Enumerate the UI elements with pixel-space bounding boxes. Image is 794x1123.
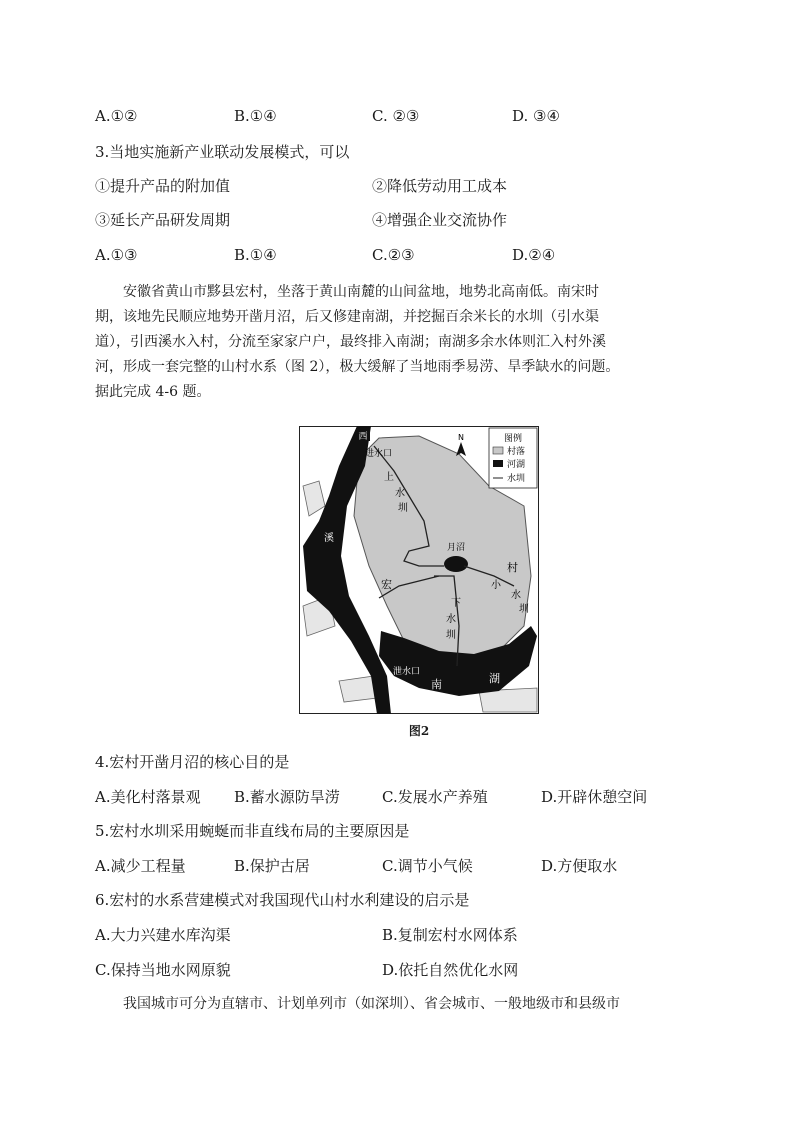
q6-option-c[interactable]: C.保持当地水网原貌 (95, 961, 231, 979)
q4-stem: 4.宏村开凿月沼的核心目的是 (95, 753, 290, 771)
passage-line-4: 河，形成一套完整的山村水系（图 2），极大缓解了当地雨季易涝、旱季缺水的问题。 (95, 359, 620, 375)
q6-option-d[interactable]: D.依托自然优化水网 (382, 961, 519, 979)
q3-option-a[interactable]: A.①③ (95, 246, 138, 264)
village-label-2: 村 (507, 561, 518, 574)
creek-label: 溪 (324, 533, 334, 544)
small-canal-label-2: 水 (511, 590, 521, 601)
q3-item-1: ①提升产品的附加值 (95, 177, 231, 195)
q2-option-c[interactable]: C. ②③ (372, 107, 420, 125)
q6-option-b[interactable]: B.复制宏村水网体系 (382, 926, 518, 944)
village-label-1: 宏 (381, 578, 392, 591)
north-label: N (458, 433, 464, 442)
lower-canal-label-2: 水 (446, 614, 456, 625)
patch (339, 676, 377, 702)
passage-line-5: 据此完成 4-6 题。 (95, 384, 211, 400)
legend-river: 河湖 (507, 460, 526, 470)
lower-canal-label-1: 下 (451, 598, 461, 609)
q4-option-a[interactable]: A.美化村落景观 (95, 788, 201, 806)
small-canal-label-3: 圳 (519, 604, 529, 615)
q4-option-b[interactable]: B.蓄水源防旱涝 (234, 788, 340, 806)
passage (95, 280, 705, 405)
legend-canal: 水圳 (507, 474, 526, 484)
passage-line-2: 期，该地先民顺应地势开凿月沼，后又修建南湖，并挖掘百余米长的水圳（引水渠 (95, 309, 599, 325)
next-passage: 我国城市可分为直辖市、计划单列市（如深圳）、省会城市、一般地级市和县级市 (123, 996, 620, 1012)
figure-caption: 图2 (408, 724, 430, 738)
q3-item-3: ③延长产品研发周期 (95, 211, 231, 229)
legend-title: 图例 (503, 434, 523, 444)
q3-option-c[interactable]: C.②③ (372, 246, 415, 264)
moon-pond (444, 556, 468, 572)
south-lake-label-2: 湖 (489, 672, 500, 685)
q2-option-a[interactable]: A.①② (95, 107, 138, 125)
upper-canal-label-1: 上 (384, 472, 394, 483)
inlet-label: 进水口 (365, 449, 393, 459)
upper-canal-label-2: 水 (395, 488, 405, 499)
upper-canal-label-3: 圳 (398, 503, 408, 514)
q3-option-b[interactable]: B.①④ (234, 246, 277, 264)
south-lake-label-1: 南 (431, 678, 442, 691)
q2-option-d[interactable]: D. ③④ (512, 107, 560, 125)
q5-option-c[interactable]: C.调节小气候 (382, 857, 473, 875)
q6-option-a[interactable]: A.大力兴建水库沟渠 (95, 926, 231, 944)
west-label: 西 (358, 432, 368, 442)
passage-line-1: 安徽省黄山市黟县宏村，坐落于黄山南麓的山间盆地，地势北高南低。南宋时 (123, 284, 599, 300)
q6-stem: 6.宏村的水系营建模式对我国现代山村水利建设的启示是 (95, 891, 470, 909)
q5-stem: 5.宏村水圳采用蜿蜒而非直线布局的主要原因是 (95, 822, 410, 840)
q5-option-a[interactable]: A.减少工程量 (95, 857, 186, 875)
q3-option-d[interactable]: D.②④ (512, 246, 556, 264)
moon-pond-label: 月沼 (447, 543, 466, 553)
q4-option-d[interactable]: D.开辟休憩空间 (541, 788, 648, 806)
q5-option-b[interactable]: B.保护古居 (234, 857, 310, 875)
small-canal-label-1: 小 (491, 580, 501, 591)
q5-option-d[interactable]: D.方便取水 (541, 857, 618, 875)
q3-item-4: ④增强企业交流协作 (372, 211, 508, 229)
passage-line-3: 道），引西溪水入村，分流至家家户户，最终排入南湖；南湖多余水体则汇入村外溪 (95, 334, 606, 350)
q4-option-c[interactable]: C.发展水产养殖 (382, 788, 488, 806)
hongcun-water-system-map (299, 426, 539, 714)
q2-option-b[interactable]: B.①④ (234, 107, 277, 125)
outlet-label: 泄水口 (393, 667, 421, 677)
legend-village: 村落 (507, 447, 526, 457)
q3-stem: 3.当地实施新产业联动发展模式，可以 (95, 143, 350, 161)
q3-item-2: ②降低劳动用工成本 (372, 177, 508, 195)
lower-canal-label-3: 圳 (446, 630, 456, 641)
